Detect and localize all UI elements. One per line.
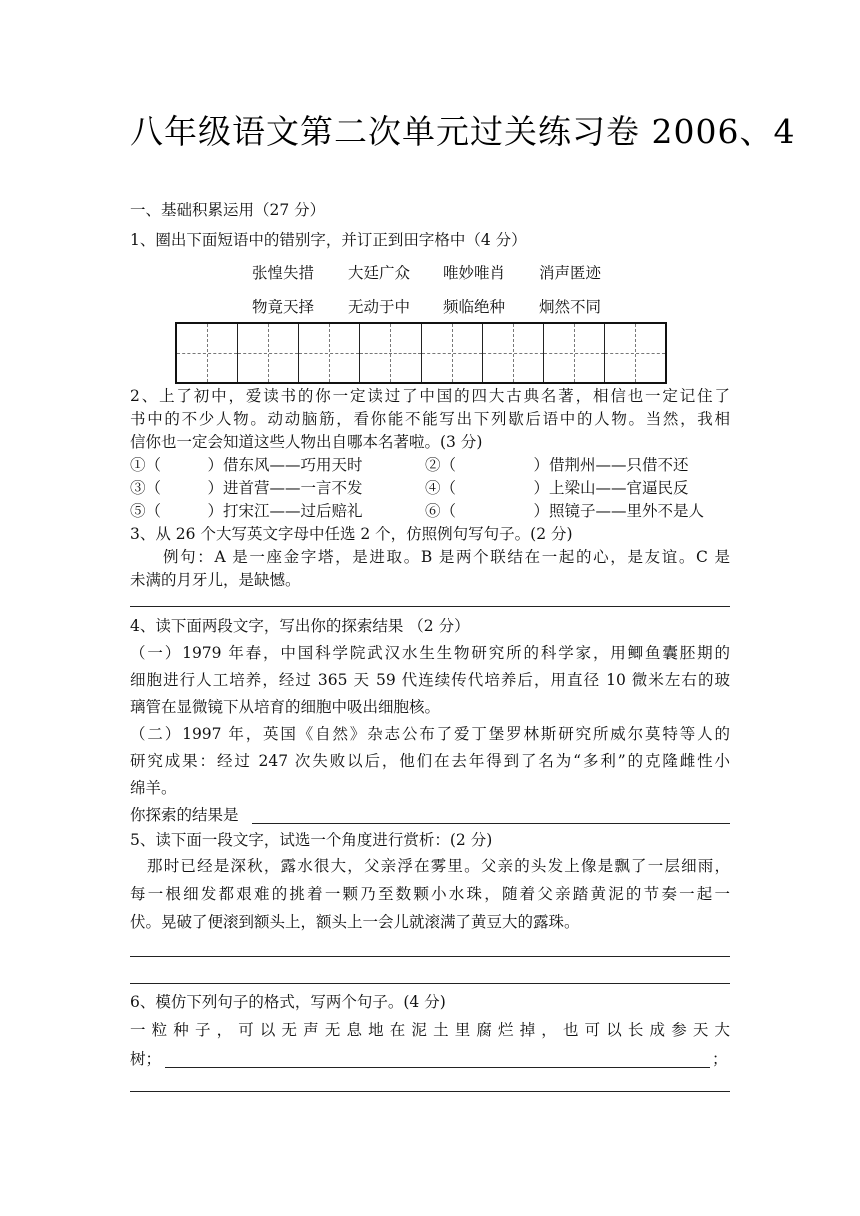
answer-line[interactable]	[252, 823, 730, 824]
question-6-prompt: 6、模仿下列句子的格式，写两个句子。(4 分)	[130, 993, 446, 1011]
question-5-prompt: 5、读下面一段文字，试选一个角度进行赏析：(2 分)	[130, 831, 493, 849]
item-text: 借东风——巧用天时	[223, 456, 363, 474]
phrase: 大廷广众	[348, 264, 411, 282]
phrase: 炯然不同	[539, 298, 602, 316]
answer-blank[interactable]: （ ）	[440, 502, 550, 520]
section-heading: 一、基础积累运用（27 分）	[130, 201, 326, 219]
example-sentence: 未满的月牙儿，是缺憾。	[130, 571, 301, 589]
question-1-prompt: 1、圈出下面短语中的错别字，并订正到田字格中（4 分）	[130, 231, 527, 249]
question-2-line: 书中的不少人物。动动脑筋，看你能不能写出下列歇后语中的人物。当然，我相	[130, 410, 730, 428]
phrase: 消声匿迹	[539, 264, 602, 282]
item-text: 打宋江——过后赔礼	[223, 502, 363, 520]
xiehouyu-item	[130, 455, 363, 475]
sentence-end: ；	[712, 1050, 728, 1068]
grid-cell[interactable]	[605, 324, 665, 382]
item-number: ②	[425, 456, 441, 474]
xiehouyu-item	[130, 501, 363, 521]
passage-line: 绵羊。	[130, 779, 177, 797]
question-2-line: 2、上了初中，爱读书的你一定读过了中国的四大古典名著，相信也一定记住了	[130, 387, 730, 405]
xiehouyu-item	[425, 455, 689, 475]
xiehouyu-item	[425, 501, 704, 521]
item-number: ⑥	[425, 502, 441, 520]
passage-line: 研究成果：经过 247 次失败以后，他们在去年得到了名为“多利”的克隆雌性小	[130, 752, 730, 770]
example-sentence: 例句：A 是一座金字塔，是进取。B 是两个联结在一起的心，是友谊。C 是	[163, 548, 730, 566]
passage-line: 每一根细发都艰难的挑着一颗乃至数颗小水珠，随着父亲踏黄泥的节奏一起一	[130, 885, 730, 903]
passage-line: 伏。晃破了便滚到额头上，额头上一会儿就滚满了黄豆大的露珠。	[130, 913, 580, 931]
answer-label: 你探索的结果是	[130, 806, 239, 824]
phrase: 唯妙唯肖	[443, 264, 506, 282]
answer-blank[interactable]: （ ）	[145, 502, 224, 520]
example-sentence: 树；	[130, 1050, 162, 1068]
grid-cell[interactable]	[483, 324, 544, 382]
passage-line: 那时已经是深秋，露水很大，父亲浮在雾里。父亲的头发上像是飘了一层细雨，	[147, 857, 730, 875]
answer-line[interactable]	[165, 1067, 710, 1068]
item-number: ③	[130, 479, 146, 497]
answer-blank[interactable]: （ ）	[440, 479, 550, 497]
passage-line: （一）1979 年春，中国科学院武汉水生生物研究所的科学家，用鲫鱼囊胚期的	[130, 644, 730, 662]
answer-line[interactable]	[130, 606, 730, 607]
passage-line: 璃管在显微镜下从培育的细胞中吸出细胞核。	[130, 698, 441, 716]
item-text: 上梁山——官逼民反	[549, 479, 689, 497]
grid-cell[interactable]	[299, 324, 360, 382]
item-text: 照镜子——里外不是人	[549, 502, 705, 520]
passage-line: 细胞进行人工培养，经过 365 天 59 代连续传代培养后，用直径 10 微米左右的玻	[130, 671, 730, 689]
item-number: ①	[130, 456, 146, 474]
tianzige-grid[interactable]	[175, 322, 667, 384]
item-text: 借荆州——只借不还	[549, 456, 689, 474]
grid-cell[interactable]	[360, 324, 421, 382]
answer-blank[interactable]: （ ）	[145, 479, 224, 497]
answer-blank[interactable]: （ ）	[440, 456, 550, 474]
example-sentence: 一粒种子，可以无声无息地在泥土里腐烂掉，也可以长成参天大	[130, 1021, 730, 1039]
answer-blank[interactable]: （ ）	[145, 456, 224, 474]
grid-cell[interactable]	[544, 324, 605, 382]
grid-cell[interactable]	[177, 324, 238, 382]
phrase: 频临绝种	[443, 298, 506, 316]
xiehouyu-item	[425, 478, 689, 498]
question-3-prompt: 3、从 26 个大写英文字母中任选 2 个，仿照例句写句子。(2 分)	[130, 525, 573, 543]
page-title: 八年级语文第二次单元过关练习卷 2006、4	[130, 112, 796, 151]
question-2-line: 信你也一定会知道这些人物出自哪本名著啦。(3 分)	[130, 433, 483, 451]
item-text: 进首营——一言不发	[223, 479, 363, 497]
answer-line[interactable]	[130, 1091, 730, 1092]
item-number: ④	[425, 479, 441, 497]
phrase: 张惶失措	[252, 264, 315, 282]
answer-line[interactable]	[130, 983, 730, 984]
xiehouyu-item	[130, 478, 363, 498]
phrase: 无动于中	[348, 298, 411, 316]
answer-line[interactable]	[130, 956, 730, 957]
phrase: 物竟天择	[252, 298, 315, 316]
question-4-prompt: 4、读下面两段文字，写出你的探索结果 （2 分）	[130, 617, 470, 635]
item-number: ⑤	[130, 502, 146, 520]
grid-cell[interactable]	[238, 324, 299, 382]
passage-line: （二）1997 年，英国《自然》杂志公布了爱丁堡罗林斯研究所威尔莫特等人的	[130, 725, 730, 743]
grid-cell[interactable]	[422, 324, 483, 382]
